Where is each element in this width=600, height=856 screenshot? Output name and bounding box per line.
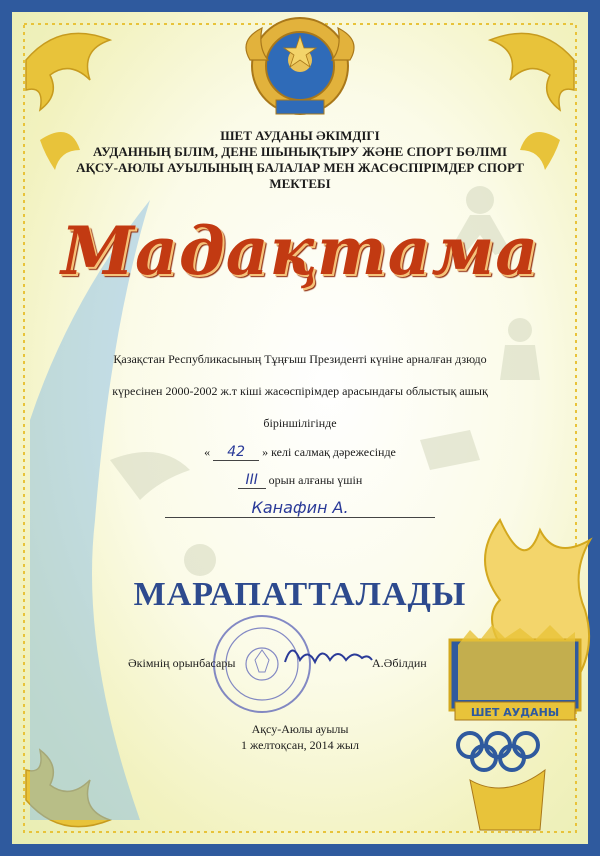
weight-value: 42 [213,444,259,461]
corner-ornament-top-left [26,33,110,110]
footer-date: 1 желтоқсан, 2014 жыл [241,738,359,752]
body-line-3: біріншілігінде [263,416,337,430]
torch-logo [450,520,590,830]
torch-label: ШЕТ АУДАНЫ [470,706,560,719]
header-line-4: МЕКТЕБІ [269,176,331,191]
header-line-3: АҚСУ-АЮЛЫ АУЫЛЫНЫҢ БАЛАЛАР МЕН ЖАСӨСПІРІМДЕР СПОРТ [76,160,524,175]
recipient-name: Канафин А. [165,498,435,518]
corner-ornament-top-right [490,33,574,110]
weight-suffix: келі салмақ дәрежесінде [271,445,396,459]
quote-open: « [204,445,211,459]
weight-line [0,444,600,461]
header-line-1: ШЕТ АУДАНЫ ӘКІМДІГІ [220,128,380,143]
place-line [0,472,600,489]
place-value: III [238,472,266,489]
quote-close: » [262,445,269,459]
body-line-1: Қазақстан Республикасының Тұңғыш Президенті күніне арналған дзюдо [113,352,487,366]
awarded-heading: МАРАПАТТАЛАДЫ [133,576,467,613]
header-line-2: АУДАННЫҢ БІЛІМ, ДЕНЕ ШЫНЫҚТЫРУ ЖӘНЕ СПОРТ БӨЛІМІ [92,144,508,159]
signer-position: Әкімнің орынбасары [128,656,236,670]
certificate-title: Мадақтама [61,212,539,290]
recipient-line [0,498,600,518]
footer-place: Ақсу-Аюлы ауылы [251,722,349,736]
place-suffix: орын алғаны үшін [268,473,363,487]
state-emblem [246,18,354,114]
header-block [0,128,600,192]
signer-name: А.Әбілдин [372,656,427,670]
body-line-2: күресінен 2000-2002 ж.т кіші жасөспірімдер арасындағы облыстық ашық [112,384,488,398]
